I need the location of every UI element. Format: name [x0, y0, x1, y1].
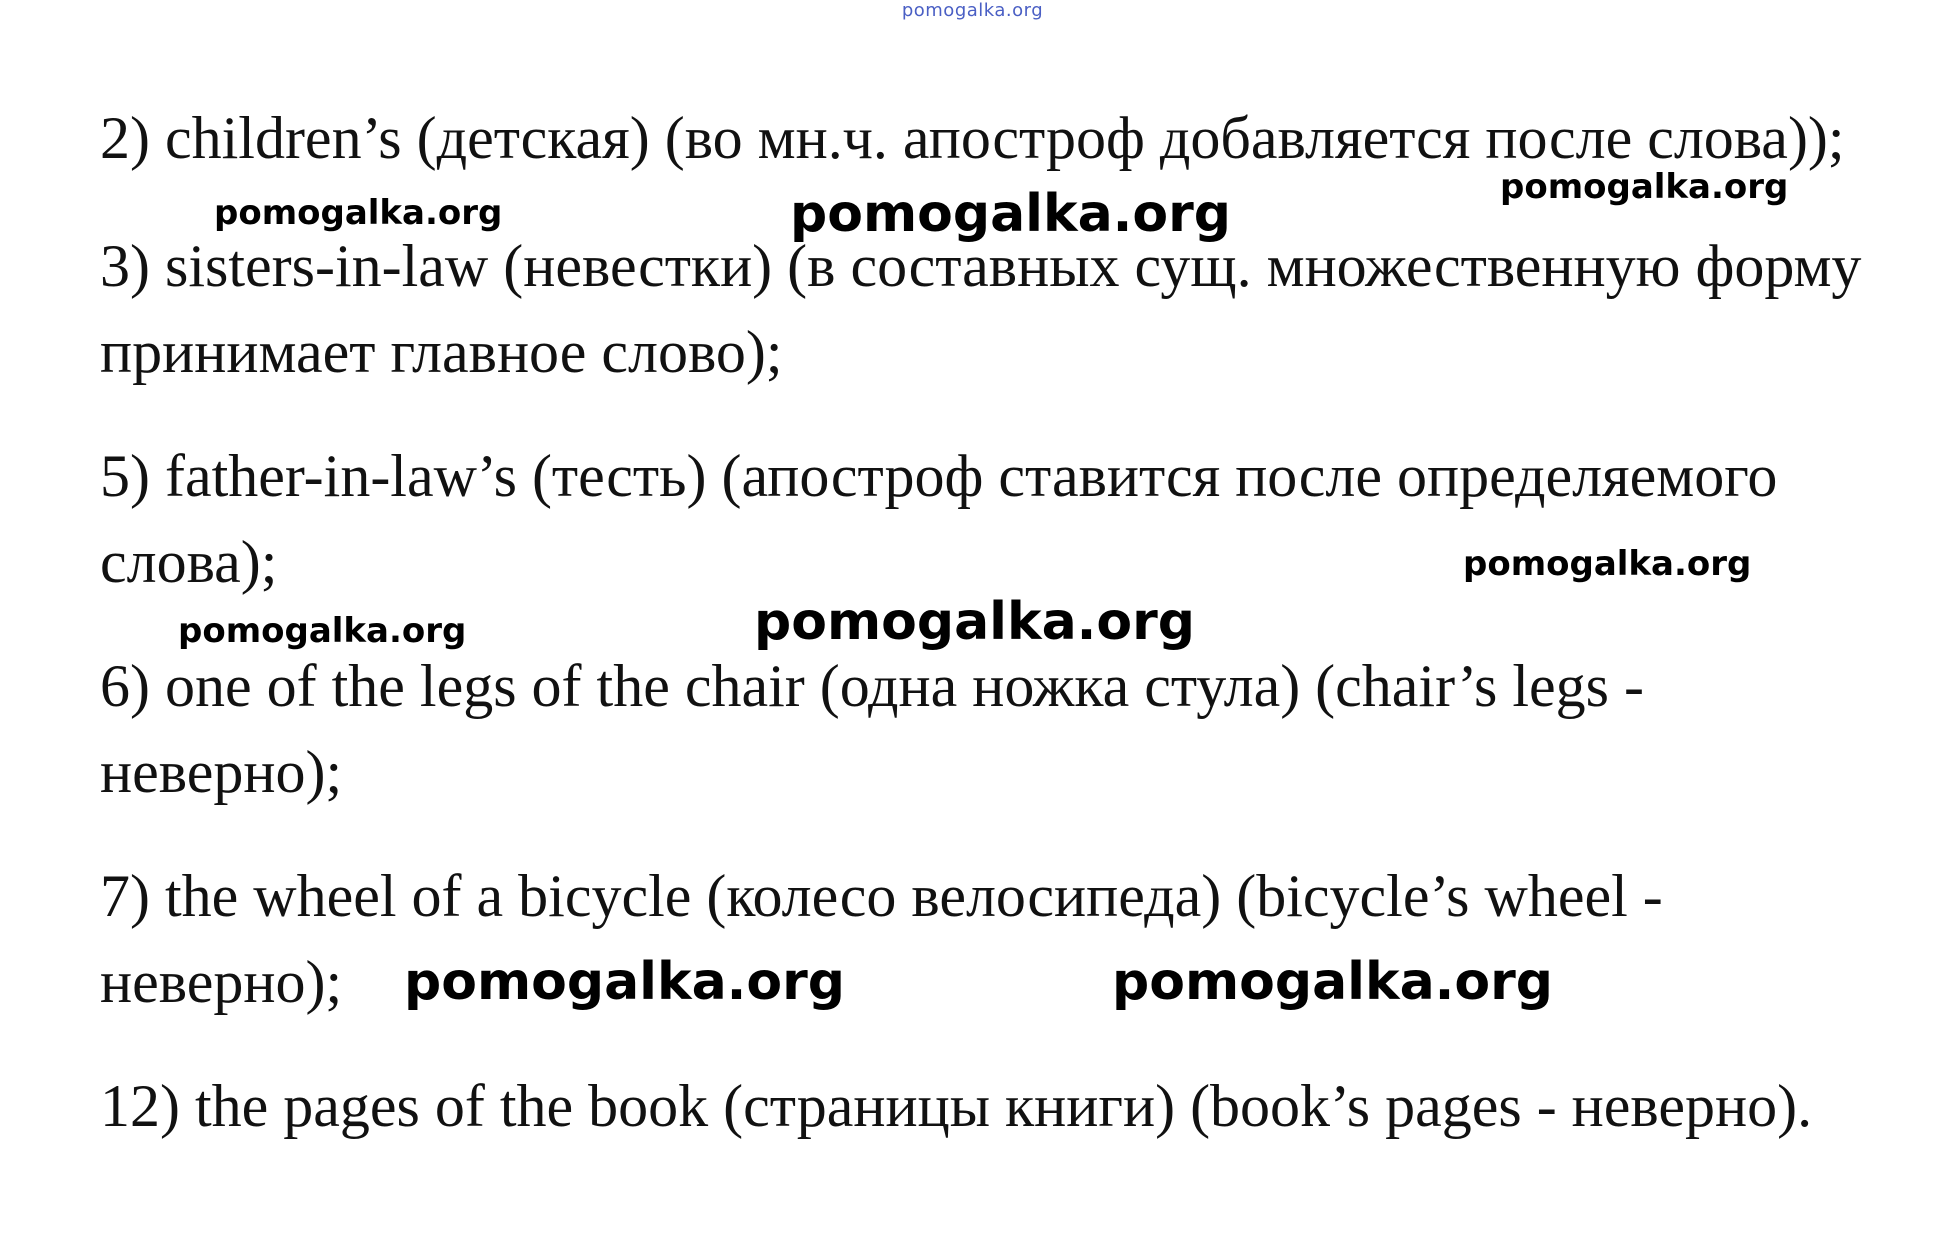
site-link[interactable]: pomogalka.org	[901, 0, 1044, 21]
watermark-text: pomogalka.org	[754, 592, 1196, 652]
answer-item-12: 12) the pages of the book (страницы книги) (book’s pages - неверно).	[100, 1073, 1813, 1139]
answer-item-5-line-2: слова);	[100, 529, 278, 595]
answer-item-2: 2) children’s (детская) (во мн.ч. апостроф добавляется после слова));	[100, 105, 1845, 171]
answer-item-3-line-2: принимает главное слово);	[100, 319, 783, 385]
watermark-text: pomogalka.org	[404, 952, 846, 1012]
answer-item-3-line-1: 3) sisters-in-law (невестки) (в составных сущ. множественную форму	[100, 233, 1862, 299]
watermark-text: pomogalka.org	[1500, 167, 1789, 207]
answer-item-6-line-2: неверно);	[100, 739, 343, 805]
watermark-text: pomogalka.org	[1463, 544, 1752, 584]
watermark-text: pomogalka.org	[1112, 952, 1554, 1012]
answer-item-6-line-1: 6) one of the legs of the chair (одна ножка стула) (chair’s legs -	[100, 653, 1644, 719]
answer-item-7-line-1: 7) the wheel of a bicycle (колесо велосипеда) (bicycle’s wheel -	[100, 863, 1663, 929]
answer-item-5-line-1: 5) father-in-law’s (тесть) (апостроф ставится после определяемого	[100, 443, 1778, 509]
watermark-text: pomogalka.org	[790, 184, 1232, 244]
watermark-text: pomogalka.org	[178, 611, 467, 651]
answer-item-7-line-2: неверно);	[100, 949, 343, 1015]
watermark-text: pomogalka.org	[214, 193, 503, 233]
